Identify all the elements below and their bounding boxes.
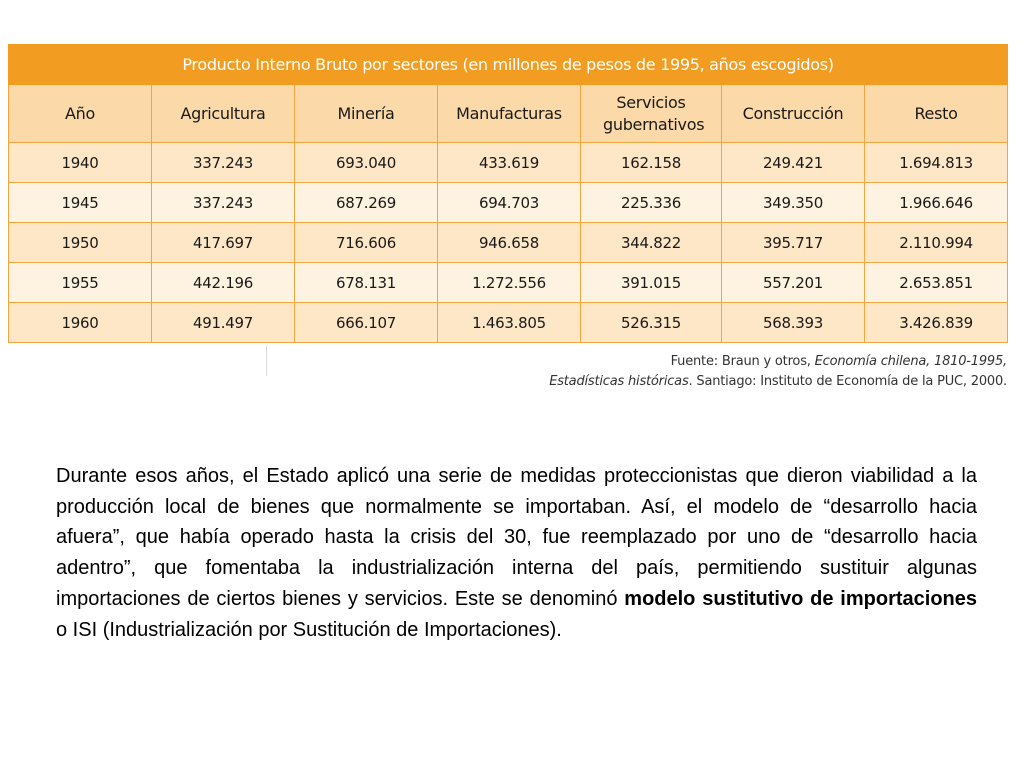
table-header-row bbox=[9, 85, 1008, 143]
column-header bbox=[865, 85, 1008, 143]
table-row bbox=[9, 143, 1008, 183]
value-cell: 666.107 bbox=[295, 303, 438, 343]
value-cell: 694.703 bbox=[438, 183, 581, 223]
source-suffix: . Santiago: Instituto de Economía de la PUC, 2000. bbox=[688, 374, 1007, 389]
year-cell: 1945 bbox=[9, 183, 152, 223]
column-header-label: Resto bbox=[914, 103, 958, 123]
value-cell: 568.393 bbox=[722, 303, 865, 343]
table-row bbox=[9, 263, 1008, 303]
value-cell: 687.269 bbox=[295, 183, 438, 223]
column-header-label: Año bbox=[65, 103, 95, 123]
table-row bbox=[9, 223, 1008, 263]
value-cell: 3.426.839 bbox=[865, 303, 1008, 343]
source-citation bbox=[407, 352, 1007, 392]
value-cell: 2.110.994 bbox=[865, 223, 1008, 263]
value-cell: 491.497 bbox=[152, 303, 295, 343]
value-cell: 337.243 bbox=[152, 143, 295, 183]
column-header bbox=[438, 85, 581, 143]
column-header-label: Manufacturas bbox=[456, 103, 562, 123]
column-header-label: Agricultura bbox=[180, 103, 266, 123]
column-header bbox=[581, 85, 722, 143]
table-title: Producto Interno Bruto por sectores (en millones de pesos de 1995, años escogidos) bbox=[9, 45, 1008, 85]
value-cell: 391.015 bbox=[581, 263, 722, 303]
value-cell: 716.606 bbox=[295, 223, 438, 263]
value-cell: 1.966.646 bbox=[865, 183, 1008, 223]
value-cell: 678.131 bbox=[295, 263, 438, 303]
value-cell: 2.653.851 bbox=[865, 263, 1008, 303]
gdp-by-sector-table bbox=[8, 44, 1008, 343]
value-cell: 249.421 bbox=[722, 143, 865, 183]
value-cell: 1.694.813 bbox=[865, 143, 1008, 183]
year-cell: 1940 bbox=[9, 143, 152, 183]
source-book-title: Economía chilena, 1810-1995, bbox=[814, 354, 1007, 369]
value-cell: 526.315 bbox=[581, 303, 722, 343]
paragraph-text-after: o ISI (Industrialización por Sustitución de Importaciones). bbox=[56, 618, 562, 641]
paragraph-bold-term: modelo sustitutivo de importaciones bbox=[624, 587, 977, 610]
value-cell: 1.463.805 bbox=[438, 303, 581, 343]
table-row bbox=[9, 183, 1008, 223]
value-cell: 693.040 bbox=[295, 143, 438, 183]
year-cell: 1955 bbox=[9, 263, 152, 303]
column-header bbox=[722, 85, 865, 143]
table-title-row bbox=[9, 45, 1008, 85]
value-cell: 1.272.556 bbox=[438, 263, 581, 303]
value-cell: 337.243 bbox=[152, 183, 295, 223]
body-paragraph bbox=[56, 461, 977, 645]
column-header-label: gubernativos bbox=[603, 114, 705, 134]
year-cell: 1950 bbox=[9, 223, 152, 263]
value-cell: 433.619 bbox=[438, 143, 581, 183]
source-subtitle: Estadísticas históricas bbox=[549, 374, 689, 389]
value-cell: 395.717 bbox=[722, 223, 865, 263]
column-header-label: Servicios bbox=[616, 92, 686, 112]
value-cell: 442.196 bbox=[152, 263, 295, 303]
value-cell: 349.350 bbox=[722, 183, 865, 223]
value-cell: 417.697 bbox=[152, 223, 295, 263]
source-prefix: Fuente: Braun y otros, bbox=[670, 354, 815, 369]
value-cell: 344.822 bbox=[581, 223, 722, 263]
table-body bbox=[9, 143, 1008, 343]
column-header-label: Construcción bbox=[742, 103, 844, 123]
value-cell: 557.201 bbox=[722, 263, 865, 303]
column-header bbox=[9, 85, 152, 143]
year-cell: 1960 bbox=[9, 303, 152, 343]
column-header bbox=[295, 85, 438, 143]
paragraph-text-before: Durante esos años, el Estado aplicó una serie de medidas proteccionistas que dieron viabilidad a la producción local de bienes que normalmente se importaban. Así, el modelo de “desarrollo hacia afuera”, que había operado hasta la crisis del 30, fue reemplazado por uno de “desarrollo hacia adentro”, que fomentaba la industrialización interna del país, permitiendo sustituir algunas importaciones de ciertos bienes y servicios. Este se denominó bbox=[56, 465, 977, 610]
column-header-label: Minería bbox=[337, 103, 395, 123]
column-header bbox=[152, 85, 295, 143]
table-row bbox=[9, 303, 1008, 343]
value-cell: 162.158 bbox=[581, 143, 722, 183]
value-cell: 225.336 bbox=[581, 183, 722, 223]
value-cell: 946.658 bbox=[438, 223, 581, 263]
divider-line bbox=[266, 346, 267, 376]
